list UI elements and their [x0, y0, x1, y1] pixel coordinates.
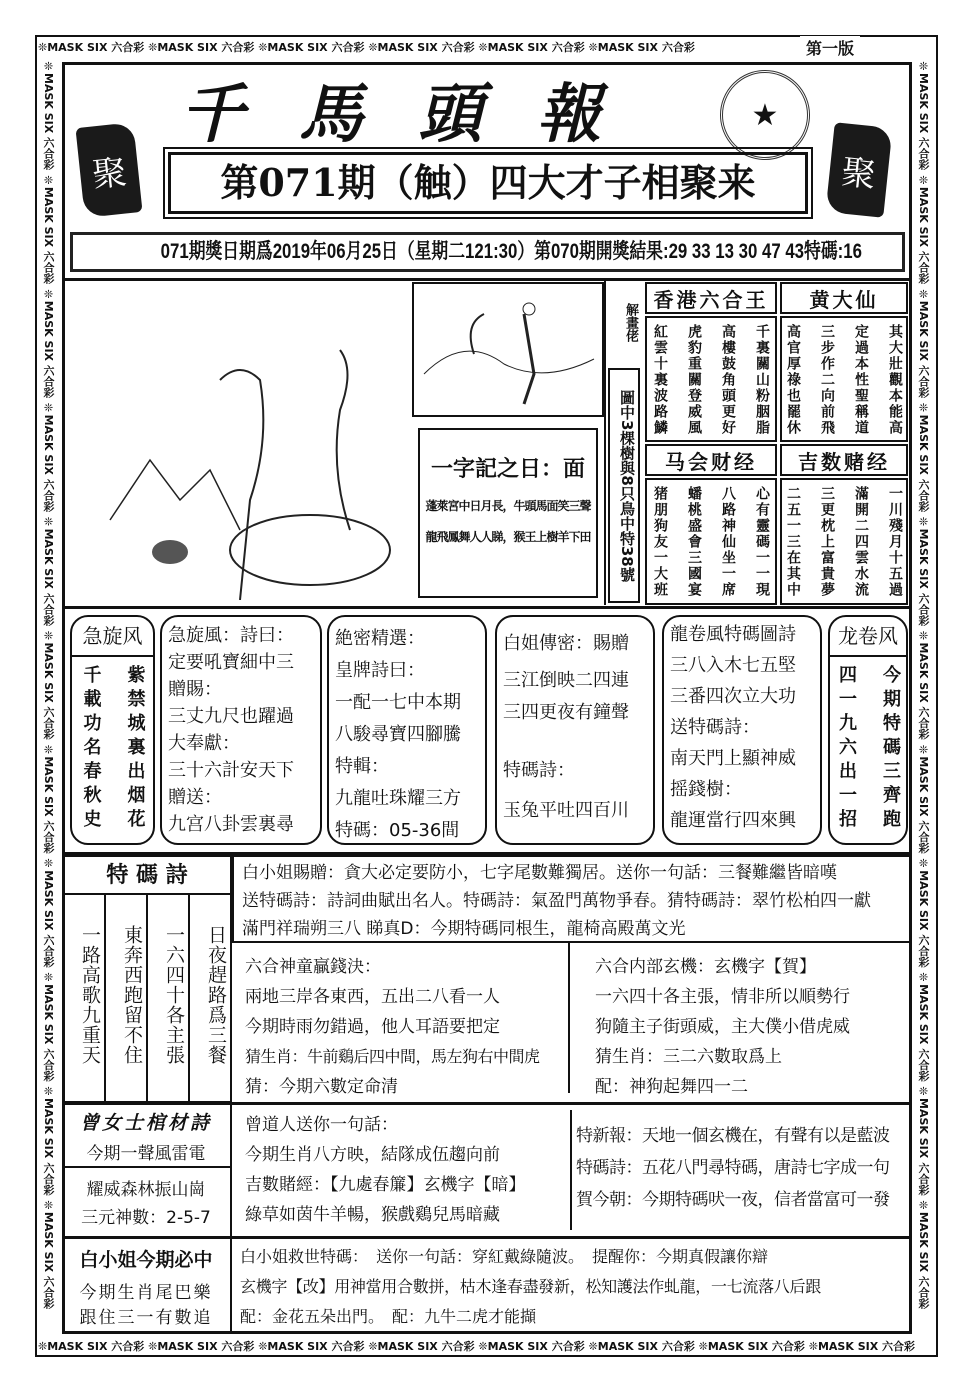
poem-box-title: 吉数赌经 — [780, 444, 908, 476]
poem-column: 今期特碼三齊跑 — [880, 665, 901, 833]
poem-column: 猪朋狗友一大班 — [652, 486, 668, 598]
picture-riddle-clue: 圖中3棵樹與8只鳥中特38號 — [608, 368, 640, 603]
tree-and-figure-drawing — [414, 284, 602, 414]
poem-box-title: 马会财经 — [645, 444, 777, 476]
text-line: 三八入木七五堅 — [670, 655, 796, 676]
text-line: 跟住三一有數追 — [79, 1308, 213, 1328]
poem-column: 高官厚祿也罷休 — [785, 324, 801, 436]
yaowei-box — [62, 1166, 232, 1236]
poem-column: 其大壯觀本能高 — [887, 324, 903, 436]
text-line: 賀今朝：今期特碼吠一夜，信者當富可一發 — [576, 1190, 890, 1210]
seal-stamp — [720, 70, 810, 160]
poem-box-title: 香港六合王 — [645, 282, 777, 314]
text-line: 三番四次立大功 — [670, 686, 796, 707]
text-line: 急旋風：詩曰： — [168, 625, 294, 646]
text-line: 玄機字【改】用神當用合數拼，枯木逢春盡發新，松知護法作虬龍，一七流落八后跟 — [240, 1277, 821, 1296]
text-line: 特輯： — [335, 756, 389, 777]
text-line: 玉兔平吐四百川 — [503, 800, 629, 821]
text-line: 猜：今期六數定命清 — [245, 1077, 398, 1097]
text-line: 大奉獻： — [168, 733, 240, 754]
text-line: 皇牌詩曰： — [335, 660, 425, 681]
text-line: 八駿尋寶四腳騰 — [335, 724, 461, 745]
text-line: 曾道人送你一句話： — [245, 1115, 398, 1135]
right-flag: 聚 — [825, 122, 892, 218]
poem-column: 蟠桃盛會三國宴 — [686, 486, 702, 598]
text-line: 一六四十各主張，情非所以順勢行 — [595, 987, 850, 1007]
text-line: 龍運當行四來興 — [670, 810, 796, 831]
poem-column: 滿開二四雲水流 — [853, 486, 869, 598]
edition-label: 第一版 — [800, 36, 860, 59]
divider — [604, 280, 606, 605]
text-line — [503, 729, 647, 751]
text-line: 九宫八卦雲裏尋 — [168, 814, 294, 835]
text-line: 滿門祥瑞朔三八 睇真D：今期特碼同根生，龍椅高殿萬文光 — [242, 919, 686, 939]
poem-column: 心有靈碼一一現 — [754, 486, 770, 598]
border-strip-bottom: ❊MASK SIX 六合彩 ❊MASK SIX 六合彩 ❊MASK SIX 六合彩 ❊MASK SIX 六合彩 ❊MASK SIX 六合彩 ❊MASK SIX 六合彩 ❊MASK SIX 六合彩 ❊MASK SIX 六合彩 — [38, 1340, 916, 1353]
text-line: 九龍吐珠耀三方 — [335, 788, 461, 809]
text-line: 白小姐救世特碼： 送你一句話：穿紅戴綠隨波。 提醒你：今期真假讓你辯 — [240, 1247, 769, 1266]
poem-column: 一路高歌九重天 — [79, 925, 101, 1065]
jixuanfeng-box — [70, 615, 155, 845]
draw-date-text: 071期獎日期爲2019年06月25日（星期二121:30）第070期開獎結果:29 33 13 30 47 43特碼:16 — [160, 240, 862, 263]
word-riddle-line: 蓬萊宮中日月長，牛頭馬面笑三聲 — [425, 499, 591, 513]
text-line: 摇錢樹： — [670, 779, 742, 800]
poem-column: 紅雲十裏波路鱗 — [652, 324, 668, 436]
left-flag: 聚 — [75, 122, 142, 218]
text-line: 特新報：天地一個玄機在，有聲有以是藍波 — [576, 1126, 890, 1146]
divider — [568, 943, 570, 1093]
text-line: 送特碼詩： — [670, 717, 760, 738]
word-riddle-line: 龍飛鳳舞人人睇，猴王上樹羊下田 — [425, 530, 591, 544]
text-line: 配：神狗起舞四一二 — [595, 1077, 748, 1097]
poem-column: 高樓鼓角頭更好 — [720, 324, 736, 436]
text-line: 兩地三岸各東西，五出二八看一人 — [245, 987, 500, 1007]
text-line: 一配一七中本期 — [335, 692, 461, 713]
tema-poem-title: 特 碼 詩 — [62, 855, 232, 895]
poem-column: 一川殘月十五過 — [887, 486, 903, 598]
text-line: 六合内部玄機：玄機字【賀】 — [595, 957, 816, 977]
texinbao-section — [576, 1120, 911, 1216]
poem-column: 三步作二向前飛 — [819, 324, 835, 436]
issue-headline: 第071期（触）四大才子相聚来 — [168, 152, 808, 214]
text-line: 南天門上顯神威 — [670, 748, 796, 769]
text-line: 耀威森林振山崗 — [86, 1180, 206, 1200]
text-line: 三四更夜有鐘聲 — [503, 702, 629, 723]
text-line: 三元神數：2-5-7 — [81, 1208, 211, 1228]
poem-column: 紫禁城裏出烟花 — [124, 665, 146, 833]
jixuanfeng-title: 急旋风 — [72, 617, 153, 657]
border-strip-top: ❊MASK SIX 六合彩 ❊MASK SIX 六合彩 ❊MASK SIX 六合彩 ❊MASK SIX 六合彩 ❊MASK SIX 六合彩 ❊MASK SIX 六合彩 — [38, 41, 695, 54]
border-strip-right: ❊MASK SIX 六合彩 ❊MASK SIX 六合彩 ❊MASK SIX 六合彩 ❊MASK SIX 六合彩 ❊MASK SIX 六合彩 ❊MASK SIX 六合彩 ❊MASK SIX 六合彩 ❊MASK SIX 六合彩 ❊MASK SIX 六合彩 ❊MASK SIX 六合彩 ❊MASK SIX 六合彩 — [917, 60, 930, 1309]
text-line: 六合神童贏錢決： — [245, 957, 381, 977]
text-line: 特碼詩： — [503, 760, 575, 781]
divider — [570, 1110, 572, 1230]
longjuanfeng-box — [828, 615, 908, 845]
bai-gift-box — [232, 855, 912, 943]
word-riddle-box — [418, 428, 598, 598]
longjuanfeng-title: 龙卷风 — [830, 617, 906, 657]
text-line: 今期生肖八方映，結隊成伍趨向前 — [245, 1145, 500, 1165]
draw-date-bar — [70, 232, 905, 272]
text-line: 三江倒映二四連 — [503, 670, 629, 691]
poem-column: 東奔西跑留不住 — [104, 895, 146, 1101]
border-strip-left: ❊MASK SIX 六合彩 ❊MASK SIX 六合彩 ❊MASK SIX 六合彩 ❊MASK SIX 六合彩 ❊MASK SIX 六合彩 ❊MASK SIX 六合彩 ❊MASK SIX 六合彩 ❊MASK SIX 六合彩 ❊MASK SIX 六合彩 ❊MASK SIX 六合彩 ❊MASK SIX 六合彩 — [42, 60, 55, 1309]
bai-must-win-title: 白小姐今期必中 — [79, 1249, 213, 1271]
neibu-section — [595, 950, 905, 1104]
text-line: 綠草如茵牛羊暢，猴戲鷄兒馬暗藏 — [245, 1205, 500, 1225]
divider — [62, 606, 912, 609]
jixuanfeng-poem-box — [160, 615, 322, 845]
text-line: 三丈九尺也躍過 — [168, 706, 294, 727]
poem-box-body — [645, 316, 777, 442]
bai-rescue-section — [240, 1242, 908, 1332]
poem-column: 虎豹重關登威風 — [686, 324, 702, 436]
text-line: 今期生肖尾巴樂 — [79, 1283, 213, 1303]
text-line: 狗隨主子街頭威，主大僕小借虎威 — [595, 1017, 850, 1037]
zeng-coffin-title: 曾女士棺材詩 — [79, 1112, 212, 1134]
text-line: 配：金花五朵出門。 配：九牛二虎才能擷 — [240, 1307, 537, 1326]
poem-box-body — [645, 478, 777, 605]
zeng-coffin-poem — [62, 1104, 232, 1166]
picture-riddle-image — [412, 282, 604, 417]
text-line: 白姐傳密：賜贈 — [503, 633, 629, 654]
poem-column: 一六四十各主張 — [146, 895, 188, 1101]
text-line: 定要吼寶細中三 — [168, 652, 294, 673]
zeng-coffin-line: 今期一聲風雷電 — [86, 1144, 206, 1164]
daoren-section — [245, 1110, 565, 1230]
poem-column: 千裏關山粉胭脂 — [754, 324, 770, 436]
newspaper-logo: 千馬頭報 — [180, 77, 656, 152]
text-line: 今期時雨勿錯過，他人耳語要把定 — [245, 1017, 500, 1037]
poem-column: 八路神仙坐一席 — [720, 486, 736, 598]
text-line: 龍卷風特碼圖詩 — [670, 624, 796, 645]
text-line: 吉數賭經：【九處春簾】玄機字【暗】 — [245, 1175, 526, 1195]
text-line: 猜生肖：三二六數取爲上 — [595, 1047, 782, 1067]
shentong-section — [245, 950, 565, 1104]
star-icon: ★ — [751, 97, 779, 133]
divider — [62, 278, 912, 281]
poem-box-body — [780, 478, 908, 605]
text-line: 白小姐賜贈：貪大必定要防小，七字尾數難獨居。送你一句話：三餐難繼皆暗嘆 — [242, 863, 837, 883]
poem-column: 日夜趕路爲三餐 — [188, 895, 230, 1101]
word-riddle-title: 一字記之日：面 — [430, 456, 585, 482]
bai-must-win-box — [62, 1239, 232, 1334]
text-line: 絶密精選： — [335, 628, 425, 649]
picture-riddle-label: 解畫佬 — [623, 302, 638, 342]
longjuanfeng-poem-box — [662, 615, 822, 845]
poem-box-title: 黄大仙 — [780, 282, 908, 314]
text-line: 三十六計安天下 — [168, 760, 294, 781]
secret-selection-box — [327, 615, 487, 845]
text-line: 贈送： — [168, 787, 222, 808]
sage-illustration — [90, 320, 400, 600]
text-line: 特碼：05-36間 — [335, 820, 460, 841]
baijie-secret-box — [495, 615, 655, 845]
poem-column: 三更枕上富貴夢 — [819, 486, 835, 598]
poem-column: 四一九六出一招 — [836, 665, 857, 833]
poem-column: 定過本性聖稱道 — [853, 324, 869, 436]
text-line: 特碼詩：五花八門尋特碼，唐詩七字成一句 — [576, 1158, 890, 1178]
text-line: 送特碼詩：詩詞曲賦出名人。特碼詩：氣盈門萬物爭春。猜特碼詩：翠竹松柏四一獻 — [242, 891, 871, 911]
text-line: 贈賜： — [168, 679, 222, 700]
poem-column: 千載功名春秋史 — [80, 665, 102, 833]
tema-poem-body — [62, 893, 232, 1103]
text-line: 猜生肖：牛前鷄后四中間，馬左狗右中間虎 — [245, 1047, 540, 1066]
poem-box-body — [780, 316, 908, 442]
poem-column: 二五一三在其中 — [785, 486, 801, 598]
